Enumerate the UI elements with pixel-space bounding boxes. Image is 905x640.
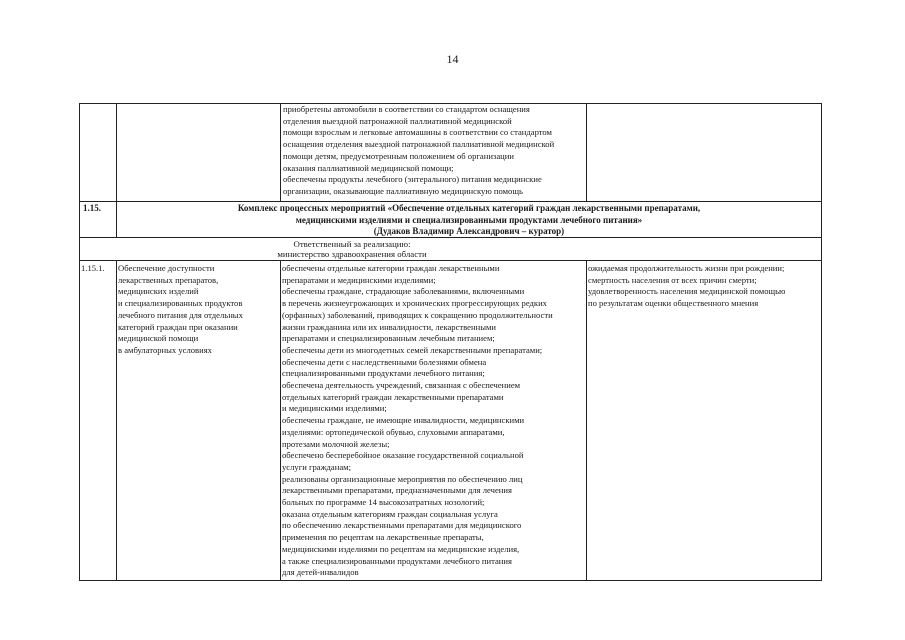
row-border [79, 260, 822, 261]
responsible-executor: Ответственный за реализацию: министерство здравоохранения области [277, 239, 427, 259]
section-title: Комплекс процессных мероприятий «Обеспечение отдельных категорий граждан лекарственными препаратами, медицинскими изделиями и специализированными продуктами лечебного питания» (Дудаков Владимир Александрович – куратор) [237, 203, 701, 236]
column-border [280, 260, 281, 580]
column-border [116, 260, 117, 580]
task-description: Обеспечение доступности лекарственных препаратов, медицинских изделий и специализированных продуктов лечебного питания для отдельных категорий граждан при оказании медицинской помощи в амбулаторных условиях [118, 263, 243, 355]
table-border-right [821, 103, 822, 580]
table-border-left [79, 103, 80, 580]
column-border [280, 103, 281, 201]
activities-table [79, 100, 822, 580]
section-number: 1.15. [83, 203, 101, 213]
expected-results: обеспечены отдельные категории граждан лекарственными препаратами и медицинскими изделиями; обеспечены граждане, страдающие заболеваниями, включенными в перечень жизнеугрожающих и хронических прогрессирующих редких (орфанных) заболеваний, приводящих к сокращению продолжительности жизни гражданина или их инвалидности, лекарственными препаратами и специализированным лечебным питанием; обеспечены дети из многодетных семей лекарственными препаратами; обеспечены дети с наследственными болезнями обмена специализированными продуктами лечебного питания; обеспечена деятельность учреждений, связанная с обеспечением отдельных категорий граждан лекарственными препаратами и медицинскими изделиями; обеспечены граждане, не имеющие инвалидности, медицинскими изделиями: ортопедической обувью, слуховыми аппаратами, протезами молочной железы; обеспечено бесперебойное оказание государственной социальной услуги гражданам; реализованы организационные мероприятия по обеспечению лиц лекарственными препаратами, предназначенными для лечения больных по программе 14 высокозатратных нозологий; оказана отдельным категориям граждан социальная услуга по обеспечению лекарственными препаратами для медицинского применения по рецептам на лекарственные препараты, медицинскими изделиями по рецептам на медицинские изделия, а также специализированными продуктами лечебного питания для детей-инвалидов [282, 263, 553, 578]
row-number: 1.15.1. [81, 263, 105, 273]
column-border [116, 201, 117, 237]
column-border [116, 103, 117, 201]
page-number: 14 [446, 52, 459, 66]
indicators: ожидаемая продолжительность жизни при рождении; смертность населения от всех причин смерти; удовлетворенность населения медицинской помощью по результатам оценки общественного мнения [588, 263, 786, 309]
column-border [586, 103, 587, 201]
column-border [586, 260, 587, 580]
continuation-results: приобретены автомобили в соответствии со стандартом оснащения отделения выездной патронажной паллиативной медицинской помощи взрослым и легковые автомашины в соответствии со стандартом оснащения отделения выездной патронажной паллиативной медицинской помощи детям, предусмотренным положением об организации оказания паллиативной медицинской помощи; обеспечены продукты лечебного (энтерального) питания медицинские организации, оказывающие паллиативную медицинскую помощь [283, 104, 555, 196]
row-border [79, 201, 822, 202]
row-border-bottom [79, 580, 822, 581]
